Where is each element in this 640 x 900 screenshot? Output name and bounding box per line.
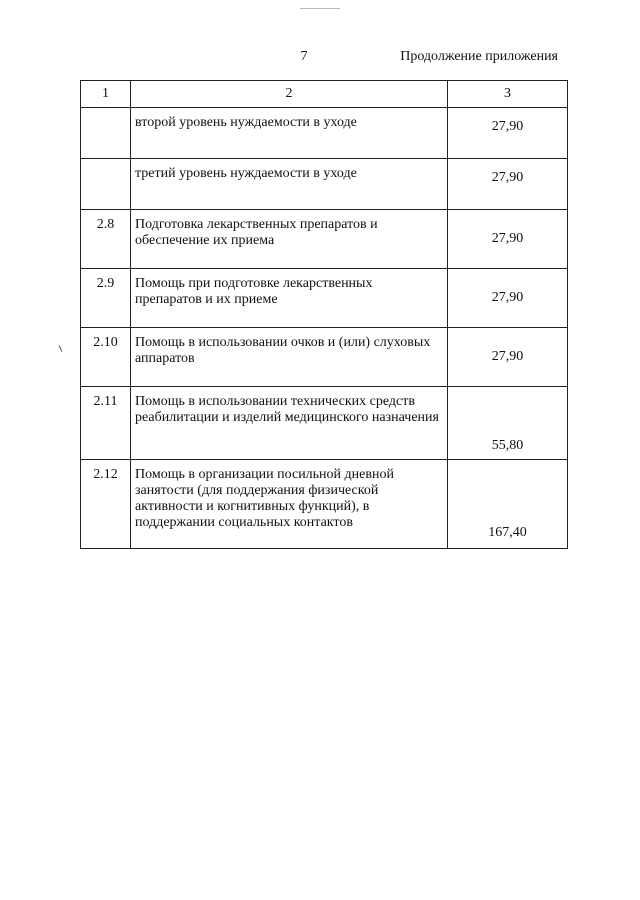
- scan-artifact-top: [300, 8, 340, 9]
- table-row: [81, 269, 568, 328]
- column-header-2: 2: [131, 81, 448, 108]
- row-value: 55,80: [448, 387, 568, 460]
- table-row: [81, 328, 568, 387]
- row-value: 27,90: [448, 210, 568, 269]
- row-value: 167,40: [448, 460, 568, 549]
- row-description: третий уровень нуждаемости в уходе: [131, 159, 448, 210]
- row-description: Помощь в организации посильной дневной занятости (для поддержания физической активности и когнитивных функций), в поддержании социальных контактов: [131, 460, 448, 549]
- scan-artifact-mark: [59, 345, 63, 352]
- services-price-table: [80, 80, 568, 549]
- row-value: 27,90: [448, 159, 568, 210]
- table-header-row: [81, 81, 568, 108]
- row-description: Помощь в использовании очков и (или) слуховых аппаратов: [131, 328, 448, 387]
- row-description: Подготовка лекарственных препаратов и обеспечение их приема: [131, 210, 448, 269]
- row-number: 2.12: [81, 460, 131, 549]
- row-description: второй уровень нуждаемости в уходе: [131, 108, 448, 159]
- continuation-label: Продолжение приложения: [400, 49, 558, 64]
- row-value: 27,90: [448, 269, 568, 328]
- table-row: [81, 210, 568, 269]
- column-header-1: 1: [81, 81, 131, 108]
- row-number: [81, 108, 131, 159]
- row-number: 2.8: [81, 210, 131, 269]
- row-number: 2.11: [81, 387, 131, 460]
- row-value: 27,90: [448, 108, 568, 159]
- table-row: [81, 159, 568, 210]
- column-header-3: 3: [448, 81, 568, 108]
- table-row: [81, 387, 568, 460]
- row-number: [81, 159, 131, 210]
- table-row: [81, 108, 568, 159]
- row-value: 27,90: [448, 328, 568, 387]
- table-row: [81, 460, 568, 549]
- row-number: 2.9: [81, 269, 131, 328]
- row-description: Помощь при подготовке лекарственных препаратов и их приеме: [131, 269, 448, 328]
- row-number: 2.10: [81, 328, 131, 387]
- row-description: Помощь в использовании технических средств реабилитации и изделий медицинского назначения: [131, 387, 448, 460]
- page-number: 7: [300, 49, 308, 64]
